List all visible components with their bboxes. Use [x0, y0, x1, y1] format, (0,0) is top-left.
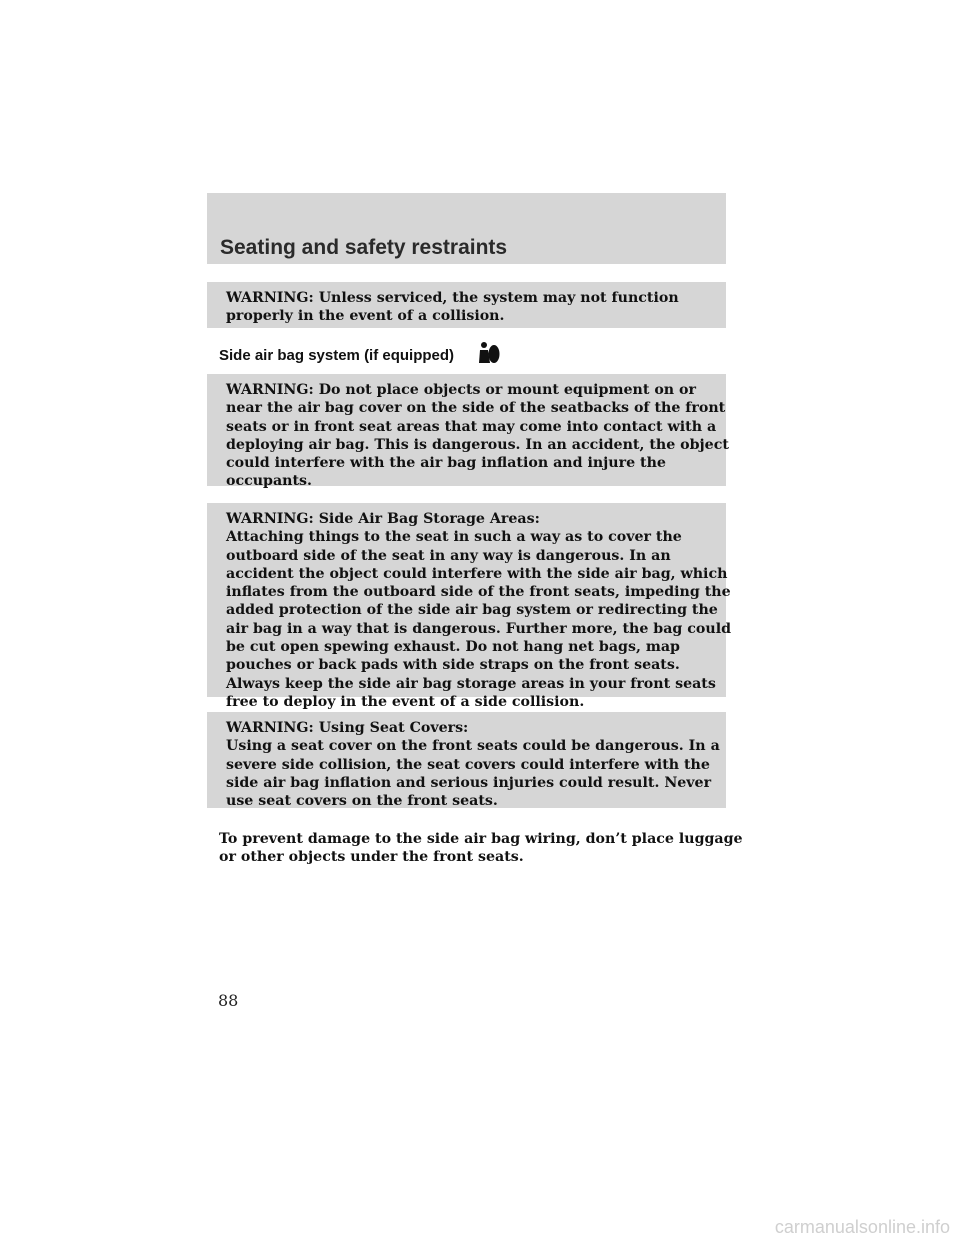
warning-line: WARNING: Using Seat Covers: — [226, 720, 469, 736]
warning-line: accident the object could interfere with the side air bag, which — [226, 565, 728, 582]
warning-box-storage-areas — [207, 503, 732, 710]
warning-line: inflates from the outboard side of the front seats, impeding the — [226, 584, 731, 601]
header-band — [207, 193, 726, 264]
warning-line: Using a seat cover on the front seats could be dangerous. In a — [226, 738, 720, 755]
warning-box-seat-covers — [207, 712, 726, 808]
warning-line: WARNING: Do not place objects or mount equipment on or — [226, 382, 696, 398]
warning-box-objects — [207, 374, 729, 490]
warning-line: WARNING: Side Air Bag Storage Areas: — [226, 511, 540, 527]
warning-line: pouches or back pads with side straps on the front seats. — [226, 657, 680, 674]
warning-line: severe side collision, the seat covers could interfere with the — [226, 756, 710, 773]
section-heading: Side air bag system (if equipped) — [219, 347, 455, 364]
wiring-note — [219, 830, 743, 867]
warning-line: air bag in a way that is dangerous. Further more, the bag could — [226, 620, 732, 637]
warning-line: could interfere with the air bag inflation and injure the — [226, 455, 666, 472]
warning-line: free to deploy in the event of a side collision. — [226, 693, 585, 710]
page-title: Seating and safety restraints — [220, 236, 508, 259]
note-line: To prevent damage to the side air bag wiring, don’t place luggage — [219, 831, 743, 847]
warning-line: seats or in front seat areas that may come into contact with a — [226, 418, 717, 435]
warning-line: be cut open spewing exhaust. Do not hang net bags, map — [226, 639, 680, 656]
warning-box-service — [207, 282, 726, 328]
note-line: or other objects under the front seats. — [219, 849, 524, 866]
warning-line: deploying air bag. This is dangerous. In an accident, the object — [226, 436, 729, 453]
warning-line: Always keep the side air bag storage areas in your front seats — [226, 675, 716, 692]
warning-line: added protection of the side air bag system or redirecting the — [226, 602, 718, 619]
warning-line: outboard side of the seat in any way is dangerous. In an — [226, 547, 671, 564]
page-number: 88 — [218, 991, 239, 1010]
warning-line: side air bag inflation and serious injuries could result. Never — [226, 774, 712, 791]
warning-line: use seat covers on the front seats. — [226, 793, 498, 810]
warning-line: WARNING: Unless serviced, the system may not function — [226, 290, 679, 306]
warning-line: occupants. — [226, 473, 312, 490]
warning-line: near the air bag cover on the side of the seatbacks of the front — [226, 400, 726, 417]
side-airbag-icon — [477, 341, 501, 365]
watermark: carmanualsonline.info — [774, 1217, 950, 1237]
warning-line: Attaching things to the seat in such a way as to cover the — [226, 529, 682, 546]
warning-line: properly in the event of a collision. — [226, 308, 505, 325]
